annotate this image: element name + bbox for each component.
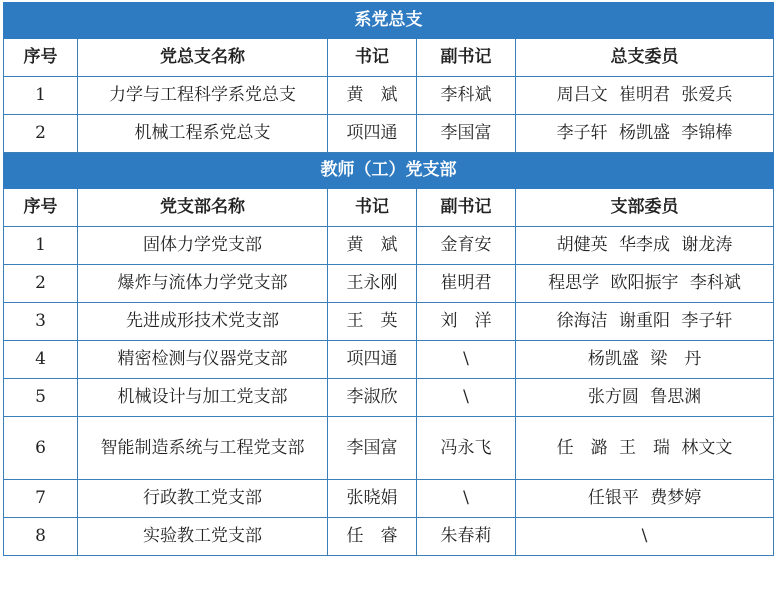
- cell-name: 实验教工党支部: [78, 518, 328, 556]
- cell-name: 行政教工党支部: [78, 480, 328, 518]
- header-no: 序号: [4, 189, 78, 227]
- cell-secretary: 项四通: [328, 341, 417, 379]
- header-name: 党支部名称: [78, 189, 328, 227]
- cell-secretary: 王永刚: [328, 265, 417, 303]
- cell-deputy: \: [417, 379, 516, 417]
- cell-no: 7: [4, 480, 78, 518]
- section-header-branch: [4, 153, 774, 189]
- table-row: [4, 265, 774, 303]
- cell-secretary: 李淑欣: [328, 379, 417, 417]
- header-row: [4, 39, 774, 77]
- cell-members: 程思学 欧阳振宇 李科斌: [516, 265, 774, 303]
- cell-name: 机械设计与加工党支部: [78, 379, 328, 417]
- cell-deputy: \: [417, 480, 516, 518]
- cell-name: 爆炸与流体力学党支部: [78, 265, 328, 303]
- cell-deputy: \: [417, 341, 516, 379]
- cell-secretary: 项四通: [328, 115, 417, 153]
- cell-name: 力学与工程科学系党总支: [78, 77, 328, 115]
- cell-deputy: 李国富: [417, 115, 516, 153]
- cell-deputy: 崔明君: [417, 265, 516, 303]
- cell-deputy: 金育安: [417, 227, 516, 265]
- cell-no: 2: [4, 265, 78, 303]
- header-members: 总支委员: [516, 39, 774, 77]
- cell-members: 周吕文 崔明君 张爱兵: [516, 77, 774, 115]
- table-row: [4, 417, 774, 480]
- table-row: [4, 341, 774, 379]
- cell-no: 6: [4, 417, 78, 480]
- table-row: [4, 115, 774, 153]
- cell-secretary: 黄 斌: [328, 227, 417, 265]
- cell-deputy: 刘 洋: [417, 303, 516, 341]
- cell-members: 李子轩 杨凯盛 李锦棒: [516, 115, 774, 153]
- cell-no: 1: [4, 77, 78, 115]
- cell-deputy: 冯永飞: [417, 417, 516, 480]
- section-header-party: [4, 3, 774, 39]
- cell-deputy: 朱春莉: [417, 518, 516, 556]
- section-title: 教师（工）党支部: [4, 153, 774, 189]
- header-deputy: 副书记: [417, 189, 516, 227]
- table-row: [4, 379, 774, 417]
- cell-no: 8: [4, 518, 78, 556]
- cell-secretary: 张晓娟: [328, 480, 417, 518]
- table-row: [4, 227, 774, 265]
- table-row: [4, 480, 774, 518]
- cell-secretary: 黄 斌: [328, 77, 417, 115]
- cell-members: \: [516, 518, 774, 556]
- header-name: 党总支名称: [78, 39, 328, 77]
- header-no: 序号: [4, 39, 78, 77]
- cell-members: 徐海洁 谢重阳 李子轩: [516, 303, 774, 341]
- cell-members: 杨凯盛 梁 丹: [516, 341, 774, 379]
- committee-table: [3, 2, 774, 556]
- table-row: [4, 518, 774, 556]
- cell-no: 3: [4, 303, 78, 341]
- table-row: [4, 303, 774, 341]
- cell-name: 智能制造系统与工程党支部: [78, 417, 328, 480]
- cell-no: 1: [4, 227, 78, 265]
- cell-name: 固体力学党支部: [78, 227, 328, 265]
- cell-name: 先进成形技术党支部: [78, 303, 328, 341]
- cell-members: 张方圆 鲁思渊: [516, 379, 774, 417]
- cell-name: 精密检测与仪器党支部: [78, 341, 328, 379]
- cell-secretary: 李国富: [328, 417, 417, 480]
- cell-secretary: 王 英: [328, 303, 417, 341]
- cell-deputy: 李科斌: [417, 77, 516, 115]
- section-title: 系党总支: [4, 3, 774, 39]
- header-members: 支部委员: [516, 189, 774, 227]
- cell-name: 机械工程系党总支: [78, 115, 328, 153]
- cell-secretary: 任 睿: [328, 518, 417, 556]
- cell-members: 任 潞 王 瑞 林文文: [516, 417, 774, 480]
- header-deputy: 副书记: [417, 39, 516, 77]
- table-row: [4, 77, 774, 115]
- cell-members: 胡健英 华李成 谢龙涛: [516, 227, 774, 265]
- header-secretary: 书记: [328, 39, 417, 77]
- cell-members: 任银平 费梦婷: [516, 480, 774, 518]
- header-secretary: 书记: [328, 189, 417, 227]
- cell-no: 4: [4, 341, 78, 379]
- cell-no: 2: [4, 115, 78, 153]
- header-row: [4, 189, 774, 227]
- cell-no: 5: [4, 379, 78, 417]
